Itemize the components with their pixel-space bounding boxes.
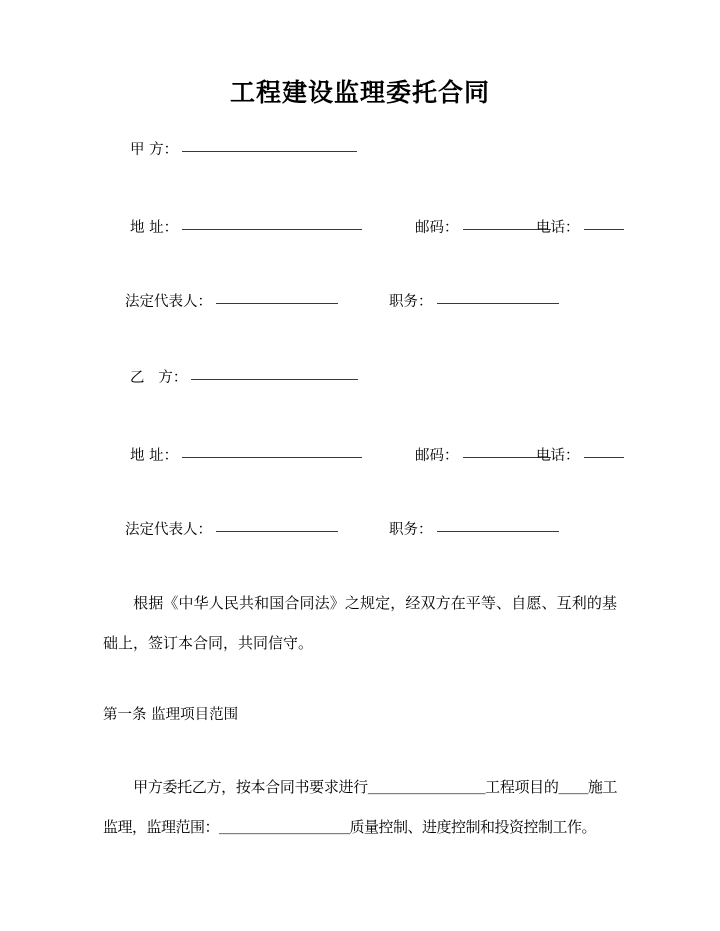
party-b-name-label: 乙 方： (130, 370, 188, 386)
party-b-position-blank[interactable] (437, 531, 559, 532)
party-b-representative-field (125, 520, 338, 540)
party-b-address-row (103, 446, 617, 466)
party-b-postcode-field (415, 446, 551, 466)
preamble-text: 根据《中华人民共和国合同法》之规定，经双方在平等、自愿、互利的基础上，签订本合同，共同信守。 (103, 594, 617, 652)
party-a-name-label: 甲 方： (130, 142, 179, 158)
party-a-representative-blank[interactable] (216, 303, 338, 304)
party-b-postcode-label: 邮码： (415, 448, 459, 464)
party-b-name-field (130, 368, 358, 388)
party-a-name-field (130, 140, 357, 160)
party-b-phone-field (536, 446, 624, 466)
party-a-position-blank[interactable] (437, 303, 559, 304)
party-a-name-row (103, 140, 617, 160)
party-b-position-field (389, 520, 559, 540)
party-b-address-blank[interactable] (182, 457, 362, 458)
party-b-name-row (103, 368, 617, 388)
party-b-representative-row (103, 520, 617, 540)
party-b-name-blank[interactable] (191, 379, 358, 380)
party-b-phone-blank[interactable] (584, 457, 624, 458)
article-one-heading-text: 第一条 监理项目范围 (103, 707, 239, 723)
party-a-representative-field (125, 292, 338, 312)
party-a-position-field (389, 292, 559, 312)
party-a-phone-label: 电话： (536, 220, 580, 236)
party-a-position-label: 职务： (389, 294, 433, 310)
article-one-body-text: 甲方委托乙方，按本合同书要求进行＿＿＿＿＿＿＿＿工程项目的＿＿施工监理，监理范围：＿＿＿＿＿＿＿＿＿质量控制、进度控制和投资控制工作。 (103, 778, 617, 836)
party-b-representative-blank[interactable] (216, 531, 338, 532)
article-one-paragraph (103, 767, 617, 847)
party-a-postcode-field (415, 218, 551, 238)
party-b-representative-label: 法定代表人： (125, 522, 212, 538)
page-title: 工程建设监理委托合同 (229, 78, 490, 107)
party-a-address-blank[interactable] (182, 229, 362, 230)
party-a-phone-field (536, 218, 624, 238)
party-a-address-label: 地 址： (130, 220, 179, 236)
party-b-address-label: 地 址： (130, 448, 179, 464)
preamble-paragraph (103, 583, 617, 663)
party-a-name-blank[interactable] (182, 151, 357, 152)
party-a-postcode-label: 邮码： (415, 220, 459, 236)
party-b-address-field (130, 446, 362, 466)
party-b-phone-label: 电话： (536, 448, 580, 464)
party-a-representative-label: 法定代表人： (125, 294, 212, 310)
document-body (103, 140, 617, 847)
party-a-address-row (103, 218, 617, 238)
party-b-position-label: 职务： (389, 522, 433, 538)
party-a-representative-row (103, 292, 617, 312)
party-a-phone-blank[interactable] (584, 229, 624, 230)
party-a-address-field (130, 218, 362, 238)
article-one-heading (103, 705, 617, 725)
